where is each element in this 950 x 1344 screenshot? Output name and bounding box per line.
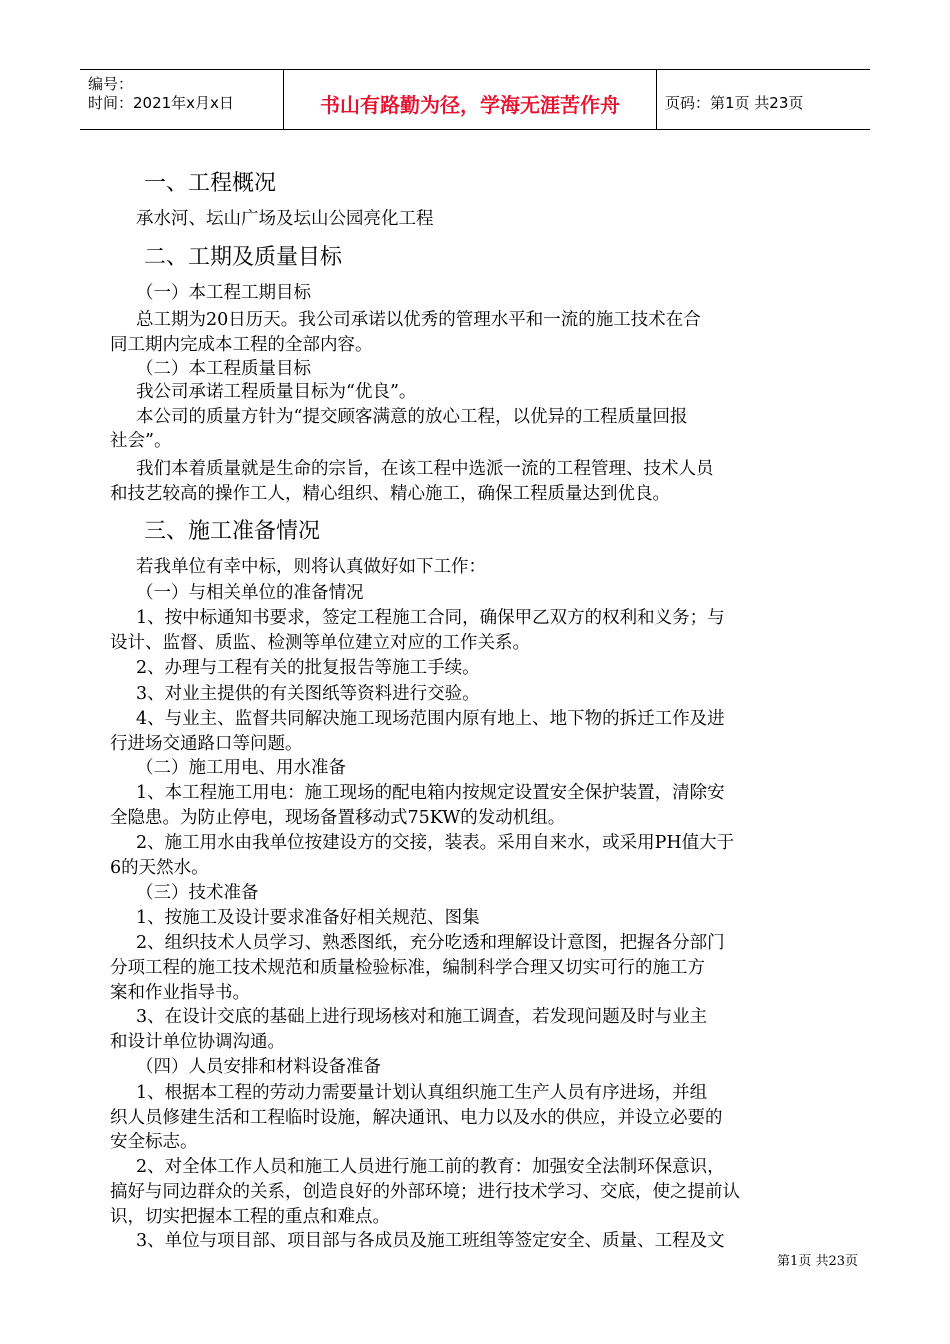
- subsection-heading: （二）本工程质量目标: [136, 359, 311, 379]
- body-line: 本公司的质量方针为“提交顾客满意的放心工程，以优异的工程质量回报: [136, 407, 688, 427]
- document-time-label: 时间：2021年x月x日: [88, 94, 234, 112]
- body-line: 行进场交通路口等问题。: [110, 734, 303, 754]
- section-heading: 一、工程概况: [144, 171, 277, 196]
- header-left-cell: [80, 70, 284, 129]
- subsection-heading: （三）技术准备: [136, 883, 259, 903]
- page-header: [80, 69, 870, 130]
- body-line: 3、对业主提供的有关图纸等资料进行交验。: [136, 684, 480, 704]
- body-line: 设计、监督、质监、检测等单位建立对应的工作关系。: [110, 633, 530, 653]
- body-line: 同工期内完成本工程的全部内容。: [110, 335, 373, 355]
- body-line: 2、施工用水由我单位按建设方的交接，装表。采用自来水，或采用PH值大于: [136, 833, 735, 853]
- body-line: 我公司承诺工程质量目标为“优良”。: [136, 382, 417, 402]
- header-right-cell: [657, 70, 870, 129]
- body-line: 识，切实把握本工程的重点和难点。: [110, 1207, 390, 1227]
- subsection-heading: （一）与相关单位的准备情况: [136, 583, 364, 603]
- body-line: 安全标志。: [110, 1132, 198, 1152]
- body-line: 案和作业指导书。: [110, 983, 250, 1003]
- body-line: 和技艺较高的操作工人，精心组织、精心施工，确保工程质量达到优良。: [110, 484, 670, 504]
- body-line: 2、组织技术人员学习、熟悉图纸，充分吃透和理解设计意图，把握各分部门: [136, 933, 725, 953]
- section-heading: 三、施工准备情况: [144, 519, 321, 544]
- body-line: 1、根据本工程的劳动力需要量计划认真组织施工生产人员有序进场，并组: [136, 1083, 708, 1103]
- subsection-heading: （二）施工用电、用水准备: [136, 758, 346, 778]
- subsection-heading: （一）本工程工期目标: [136, 283, 311, 303]
- body-line: 和设计单位协调沟通。: [110, 1032, 285, 1052]
- body-line: 若我单位有幸中标，则将认真做好如下工作：: [136, 557, 486, 577]
- document-number-label: 编号：: [88, 75, 134, 93]
- body-line: 3、在设计交底的基础上进行现场核对和施工调查，若发现问题及时与业主: [136, 1007, 708, 1027]
- section-heading: 二、工期及质量目标: [144, 245, 343, 270]
- body-line: 全隐患。为防止停电，现场备置移动式75KW的发动机组。: [110, 808, 566, 828]
- body-line: 1、本工程施工用电：施工现场的配电箱内按规定设置安全保护装置，清除安: [136, 783, 725, 803]
- body-line: 6的天然水。: [110, 858, 209, 878]
- body-line: 4、与业主、监督共同解决施工现场范围内原有地上、地下物的拆迁工作及进: [136, 709, 725, 729]
- body-line: 搞好与同边群众的关系，创造良好的外部环境；进行技术学习、交底，使之提前认: [110, 1182, 740, 1202]
- header-page-label: 页码：第1页 共23页: [665, 94, 804, 112]
- subsection-heading: （四）人员安排和材料设备准备: [136, 1057, 381, 1077]
- body-line: 1、按施工及设计要求准备好相关规范、图集: [136, 908, 480, 928]
- header-middle-cell: [284, 70, 657, 129]
- body-line: 织人员修建生活和工程临时设施，解决通讯、电力以及水的供应，并设立必要的: [110, 1108, 723, 1128]
- body-line: 2、办理与工程有关的批复报告等施工手续。: [136, 658, 480, 678]
- body-line: 总工期为20日历天。我公司承诺以优秀的管理水平和一流的施工技术在合: [136, 310, 701, 330]
- page-footer: 第1页 共23页: [777, 1254, 858, 1269]
- body-line: 分项工程的施工技术规范和质量检验标准，编制科学合理又切实可行的施工方: [110, 958, 705, 978]
- body-line: 2、对全体工作人员和施工人员进行施工前的教育：加强安全法制环保意识，: [136, 1157, 725, 1177]
- body-line: 1、按中标通知书要求，签定工程施工合同，确保甲乙双方的权利和义务；与: [136, 608, 725, 628]
- body-line: 社会”。: [110, 431, 172, 451]
- header-motto: 书山有路勤为径，学海无涯苦作舟: [320, 93, 620, 117]
- body-line: 承水河、坛山广场及坛山公园亮化工程: [136, 209, 434, 229]
- body-line: 3、单位与项目部、项目部与各成员及施工班组等签定安全、质量、工程及文: [136, 1231, 725, 1251]
- body-line: 我们本着质量就是生命的宗旨，在该工程中选派一流的工程管理、技术人员: [136, 459, 714, 479]
